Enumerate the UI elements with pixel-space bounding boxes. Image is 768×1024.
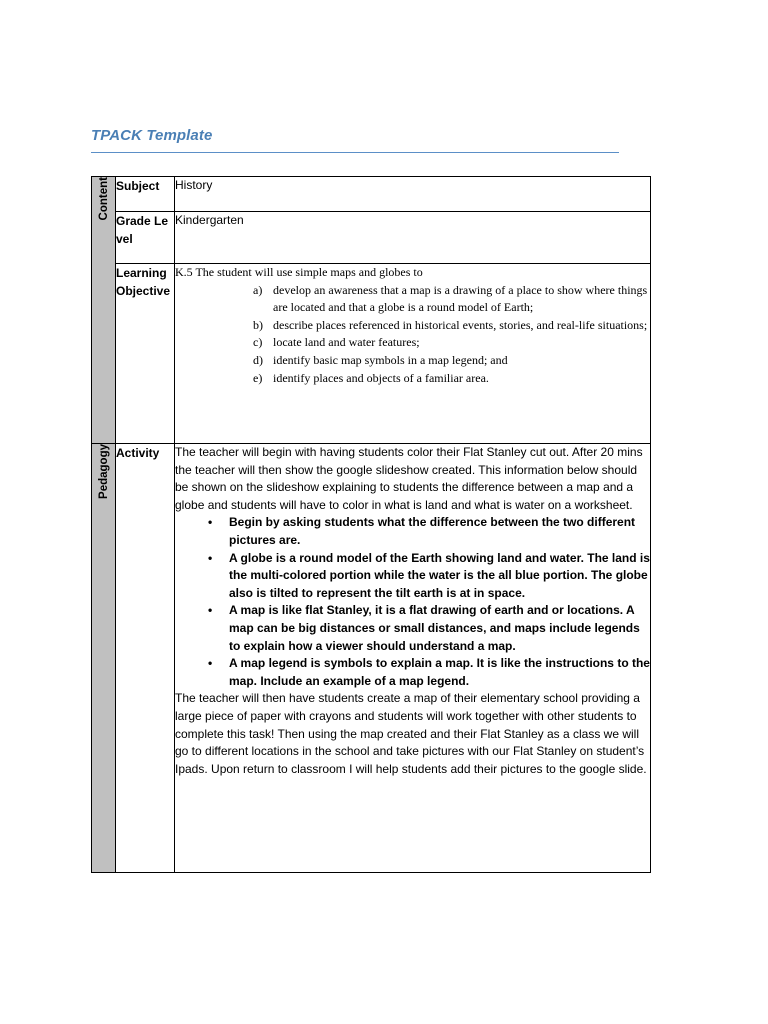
activity-bullet: • A map is like flat Stanley, it is a flat drawing of earth and or locations. A map can be big distances or small distances, and maps include legends to explain how a viewer should understand a map. xyxy=(208,603,640,653)
pedagogy-section-label: Pedagogy xyxy=(98,444,110,499)
subject-label: Subject xyxy=(116,177,175,212)
tpack-table xyxy=(91,176,651,873)
objective-item: d) identify basic map symbols in a map legend; and xyxy=(253,352,508,367)
title-underline xyxy=(91,152,619,153)
objective-item: a) develop an awareness that a map is a drawing of a place to show where things are located and that a globe is a round model of Earth; xyxy=(253,282,648,315)
activity-bullet: • Begin by asking students what the difference between the two different pictures are. xyxy=(208,515,636,547)
subject-value: History xyxy=(175,177,651,212)
activity-label: Activity xyxy=(116,444,175,873)
activity-closing: The teacher will then have students create a map of their elementary school providing a large piece of paper with crayons and students will work together with other students to complete this task! Then using the map created and their Flat Stanley as a class we will go to different locations in the school and take pictures with our Flat Stanley on student’s Ipads. Upon return to classroom I will help students add their pictures to the google slide. xyxy=(175,691,647,776)
grade-label: Grade Level xyxy=(116,212,175,264)
objective-item: b) describe places referenced in historical events, stories, and real-life situations; xyxy=(253,317,648,332)
objective-value xyxy=(175,264,651,444)
activity-intro: The teacher will begin with having students color their Flat Stanley cut out. After 20 mins the teacher will then show the google slideshow created. This information below should be shown on the slideshow explaining to students the difference between a map and a globe and students will have to color in what is land and what is water on a worksheet. xyxy=(175,445,643,512)
activity-bullet: • A globe is a round model of the Earth showing land and water. The land is the multi-colored portion while the water is the all blue portion. The globe also is tilted to represent the tilt earth is at in space. xyxy=(208,550,650,600)
bullet-icon: • xyxy=(208,515,213,530)
content-section-label: Content xyxy=(98,177,110,221)
activity-row xyxy=(92,444,651,873)
grade-value: Kindergarten xyxy=(175,212,651,264)
objective-item: c) locate land and water features; xyxy=(253,335,420,350)
objective-intro: K.5 The student will use simple maps and globes to xyxy=(175,265,423,279)
objective-label: Learning Objective xyxy=(116,264,175,444)
activity-bullet-list xyxy=(175,514,650,690)
activity-value xyxy=(175,444,651,873)
objective-item: e) identify places and objects of a familiar area. xyxy=(253,370,489,385)
document-title: TPACK Template xyxy=(91,127,213,144)
grade-row xyxy=(92,212,651,264)
bullet-icon: • xyxy=(208,656,213,671)
bullet-icon: • xyxy=(208,603,213,618)
bullet-icon: • xyxy=(208,550,213,565)
subject-row xyxy=(92,177,651,212)
activity-bullet: • A map legend is symbols to explain a map. It is like the instructions to the map. Include an example of a map legend. xyxy=(208,656,650,688)
objective-row xyxy=(92,264,651,444)
objective-list xyxy=(175,282,650,388)
pedagogy-section-bar xyxy=(92,444,116,873)
content-section-bar xyxy=(92,177,116,444)
